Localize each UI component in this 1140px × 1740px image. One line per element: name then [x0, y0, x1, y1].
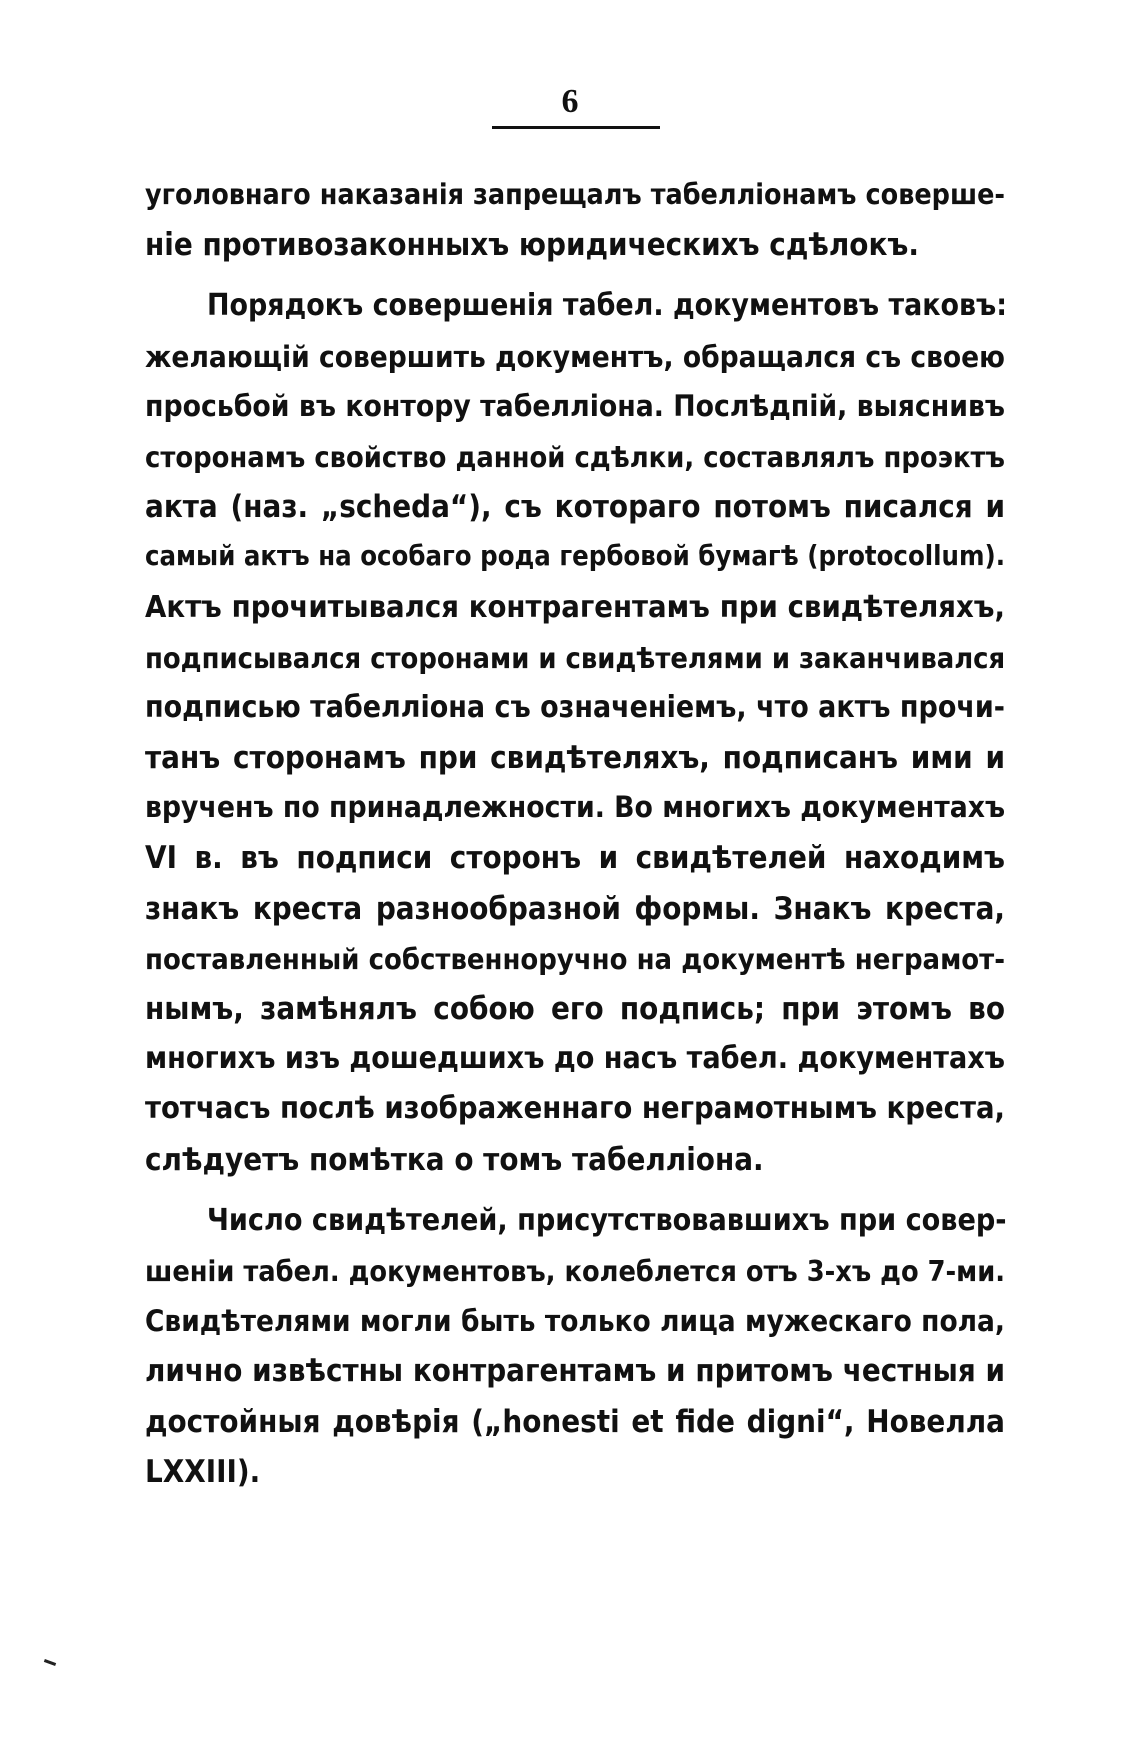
- text-line: подписывался сторонами и свидѣтелями и заканчивался: [145, 640, 1006, 675]
- text-line: подписью табелліона съ означеніемъ, что актъ прочи-: [145, 689, 1005, 725]
- text-line: уголовнаго наказанія запрещалъ табелліонамъ соверше-: [145, 178, 1005, 211]
- paragraph-gap: [145, 270, 1005, 281]
- text-line: сторонамъ свойство данной сдѣлки, составлялъ проэктъ: [145, 439, 1005, 474]
- page-number: 6: [561, 83, 579, 120]
- text-line: шеніи табел. документовъ, колеблется отъ 3-хъ до 7-ми.: [145, 1253, 1005, 1288]
- text-line: знакъ креста разнообразной формы. Знакъ креста,: [145, 890, 1005, 927]
- text-line: желающій совершить документъ, обращался съ своею: [145, 339, 1005, 374]
- text-line: многихъ изъ дошедшихъ до насъ табел. документахъ: [145, 1041, 1006, 1077]
- body-text: [145, 170, 1008, 1497]
- text-line: LXXIII).: [145, 1453, 261, 1490]
- paragraph: [145, 170, 1005, 270]
- text-line: Число свидѣтелей, присутствовавшихъ при совер-: [207, 1202, 1007, 1238]
- text-line: самый актъ на особаго рода гербовой бумагѣ (protocollum).: [145, 541, 1005, 573]
- text-line: поставленный собственноручно на документѣ неграмот-: [145, 941, 1005, 976]
- text-line: тотчасъ послѣ изображеннаго неграмотнымъ креста,: [145, 1091, 1005, 1127]
- text-line: акта (наз. „scheda“), съ котораго потомъ писался и: [145, 489, 1005, 526]
- text-line: нымъ, замѣнялъ собою его подпись; при этомъ во: [145, 991, 1005, 1027]
- text-line: ніе противозаконныхъ юридическихъ сдѣлокъ.: [145, 227, 919, 264]
- text-line: VI в. въ подписи сторонъ и свидѣтелей находимъ: [145, 840, 1005, 877]
- margin-mark: [44, 1659, 56, 1666]
- text-line: достойныя довѣрія („honesti et fide digni“, Новелла: [145, 1403, 1005, 1440]
- header-rule: [492, 126, 660, 129]
- text-line: Порядокъ совершенія табел. документовъ таковъ:: [207, 288, 1008, 324]
- text-line: Актъ прочитывался контрагентамъ при свидѣтеляхъ,: [145, 589, 1005, 625]
- text-line: просьбой въ контору табелліона. Послѣдпій, выяснивъ: [145, 388, 1005, 424]
- text-line: Свидѣтелями могли быть только лица мужескаго пола,: [145, 1304, 1005, 1339]
- paragraph: [145, 1196, 1005, 1497]
- text-line: слѣдуетъ помѣтка о томъ табелліона.: [145, 1141, 764, 1178]
- paragraph: [145, 281, 1008, 1184]
- text-line: врученъ по принадлежности. Во многихъ документахъ: [145, 790, 1006, 826]
- text-line: танъ сторонамъ при свидѣтеляхъ, подписанъ ими и: [145, 740, 1005, 777]
- paragraph-gap: [145, 1185, 1005, 1196]
- text-line: лично извѣстны контрагентамъ и притомъ честныя и: [145, 1353, 1005, 1390]
